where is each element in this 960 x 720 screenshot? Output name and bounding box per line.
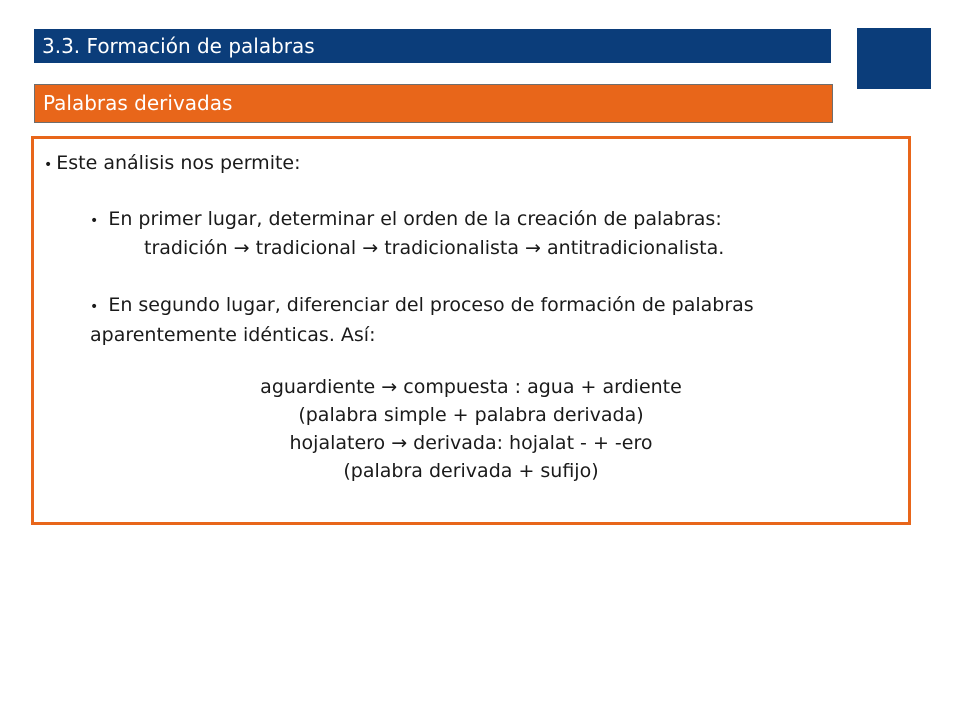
slide-title: 3.3. Formación de palabras <box>34 29 831 63</box>
example-line: (palabra simple + palabra derivada) <box>298 404 644 426</box>
slide-subtitle: Palabras derivadas <box>34 84 833 123</box>
intro-text: Este análisis nos permite: <box>56 152 301 174</box>
example-line: (palabra derivada + sufijo) <box>343 460 599 482</box>
intro-line <box>44 149 301 179</box>
example-line: hojalatero → derivada: hojalat - + -ero <box>289 432 653 454</box>
bullet-item-difference <box>90 291 850 349</box>
bullet-text-order: En primer lugar, determinar el orden de la creación de palabras: <box>108 208 722 230</box>
content-box <box>31 136 911 525</box>
derivation-chain: tradición → tradicional → tradicionalista → antitradicionalista. <box>144 237 725 259</box>
example-line: aguardiente → compuesta : agua + ardiente <box>260 376 682 398</box>
bullet-icon: • <box>44 157 53 173</box>
examples-block <box>34 373 908 485</box>
bullet-icon: • <box>90 213 99 229</box>
bullet-item-order <box>90 205 722 235</box>
corner-decoration <box>857 28 931 89</box>
bullet-icon: • <box>90 299 99 315</box>
bullet-text-difference: En segundo lugar, diferenciar del proceso de formación de palabras aparentemente idénticas. Así: <box>90 294 754 346</box>
